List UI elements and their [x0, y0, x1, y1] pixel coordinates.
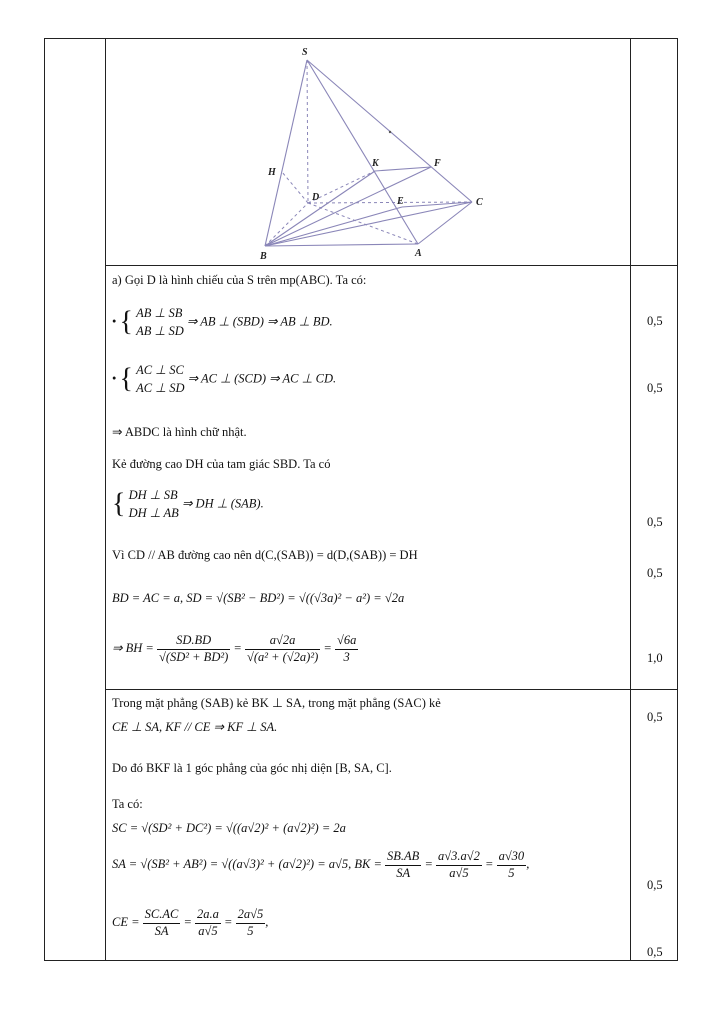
brace-icon: {	[119, 306, 133, 338]
score-cell: 0,5	[647, 314, 663, 328]
sa-bk-formula: SA = √(SB² + AB²) = √((a√3)² + (a√2)²) = a√5, BK = $\frac{SB.AB}{SA}$ = $\frac{a√3.a√2}{a√5}$ = $\frac{a√30}{5}$ ,	[112, 849, 530, 880]
fraction-numerator: SB.AB	[385, 849, 421, 866]
bh-lhs: ⇒ BH =	[112, 641, 154, 655]
score-cell: 0,5	[647, 515, 663, 529]
ce-lhs: CE =	[112, 915, 140, 929]
fraction-numerator: 2a.a	[195, 907, 221, 924]
edge-sb	[265, 60, 307, 246]
label-s: S	[302, 47, 308, 58]
edge-sd	[307, 60, 308, 203]
score-cell: 1,0	[647, 651, 663, 665]
score-cell: 0,5	[647, 878, 663, 892]
fraction-denominator: SA	[396, 865, 411, 880]
bullet-1-result: ⇒ AB ⊥ (SBD) ⇒ AB ⊥ BD.	[186, 314, 333, 329]
sa-formula: SA = √(SB² + AB²) = √((a√3)² + (a√2)²) = a√5, BK =	[112, 857, 382, 871]
bh-formula: ⇒ BH = $\frac{SD.BD}{\text{√(SD² + BD²)}}$ = $\frac{a√2a}{\text{√(a² + (√2a)²)}}$ = $\frac{√6a}{3}$	[112, 633, 357, 664]
pyramid-figure	[210, 40, 510, 265]
label-a: A	[415, 248, 422, 259]
label-c: C	[476, 197, 483, 208]
bullet-1	[112, 305, 333, 340]
fraction-denominator: a√5	[198, 923, 218, 938]
bd-formula: BD = AC = a, SD = √(SB² − BD²) = √((√3a)² − a²) = √2a	[112, 591, 405, 605]
system-line: AC ⊥ SC	[136, 363, 184, 377]
edge-da	[308, 203, 418, 244]
altitude-statement: Kẻ đường cao DH của tam giác SBD. Ta có	[112, 457, 331, 471]
score-cell: 0,5	[647, 381, 663, 395]
bullet-2-result: ⇒ AC ⊥ (SCD) ⇒ AC ⊥ CD.	[187, 371, 337, 386]
rectangle-statement: ⇒ ABDC là hình chữ nhật.	[112, 425, 247, 439]
bullet-2	[112, 362, 336, 397]
edge-dh	[282, 172, 308, 203]
fraction-numerator: SC.AC	[143, 907, 181, 924]
brace-icon: {	[112, 488, 126, 520]
system-line: AC ⊥ SD	[136, 380, 185, 395]
fraction-denominator: SA	[154, 923, 169, 938]
row-divider-2	[105, 689, 677, 690]
column-divider-1	[105, 39, 106, 960]
system-line: AB ⊥ SD	[136, 323, 184, 338]
brace-icon: {	[119, 363, 133, 395]
fraction-numerator: a√30	[497, 849, 527, 866]
dh-system	[112, 487, 264, 522]
fraction-numerator: a√2a	[245, 633, 320, 650]
part-a-intro: a) Gọi D là hình chiếu của S trên mp(ABC). Ta có:	[112, 273, 367, 287]
point-marker	[389, 131, 391, 133]
system-line: AB ⊥ SB	[136, 306, 183, 320]
ce-formula: CE = $\frac{SC.AC}{SA}$ = $\frac{2a.a}{a√5}$ = $\frac{2a√5}{5}$ ,	[112, 907, 269, 938]
system-line: DH ⊥ AB	[128, 505, 179, 520]
column-divider-2	[630, 39, 631, 960]
fraction-numerator: 2a√5	[236, 907, 266, 924]
part-b-line-2: CE ⊥ SA, KF // CE ⇒ KF ⊥ SA.	[112, 720, 278, 734]
edge-sa	[307, 60, 418, 244]
fraction-denominator: a√5	[449, 865, 469, 880]
label-k: K	[372, 158, 379, 169]
label-f: F	[434, 158, 441, 169]
label-h: H	[268, 167, 276, 178]
label-b: B	[260, 251, 267, 262]
fraction-numerator: SD.BD	[157, 633, 230, 650]
system-line: DH ⊥ SB	[128, 488, 178, 502]
label-d: D	[312, 192, 320, 203]
fraction-denominator: 5	[247, 923, 254, 938]
fraction-denominator: 5	[508, 865, 515, 880]
bullet-icon: •	[112, 371, 117, 386]
dh-result: ⇒ DH ⊥ (SAB).	[181, 496, 264, 511]
edge-dc	[308, 202, 472, 203]
ta-co-label: Ta có:	[112, 797, 143, 811]
dihedral-angle-statement: Do đó BKF là 1 góc phẳng của góc nhị diện [B, SA, C].	[112, 761, 392, 775]
fraction-denominator: √(a² + (√2a)²)	[246, 649, 319, 664]
edge-bc	[265, 202, 472, 246]
fraction-numerator: a√3.a√2	[436, 849, 482, 866]
sc-formula: SC = √(SD² + DC²) = √((a√2)² + (a√2)²) = 2a	[112, 821, 346, 835]
row-divider-1	[105, 265, 677, 266]
fraction-denominator: √(SD² + BD²)	[158, 649, 229, 664]
bullet-icon: •	[112, 314, 117, 329]
label-e: E	[397, 196, 404, 207]
score-cell: 0,5	[647, 945, 663, 959]
edge-ba	[265, 244, 418, 246]
score-cell: 0,5	[647, 710, 663, 724]
fraction-numerator: √6a	[335, 633, 358, 650]
part-b-line-1: Trong mặt phẳng (SAB) kẻ BK ⊥ SA, trong mặt phẳng (SAC) kẻ	[112, 696, 441, 710]
distance-statement: Vì CD // AB đường cao nên d(C,(SAB)) = d(D,(SAB)) = DH	[112, 548, 418, 562]
score-cell: 0,5	[647, 566, 663, 580]
fraction-denominator: 3	[343, 649, 350, 664]
